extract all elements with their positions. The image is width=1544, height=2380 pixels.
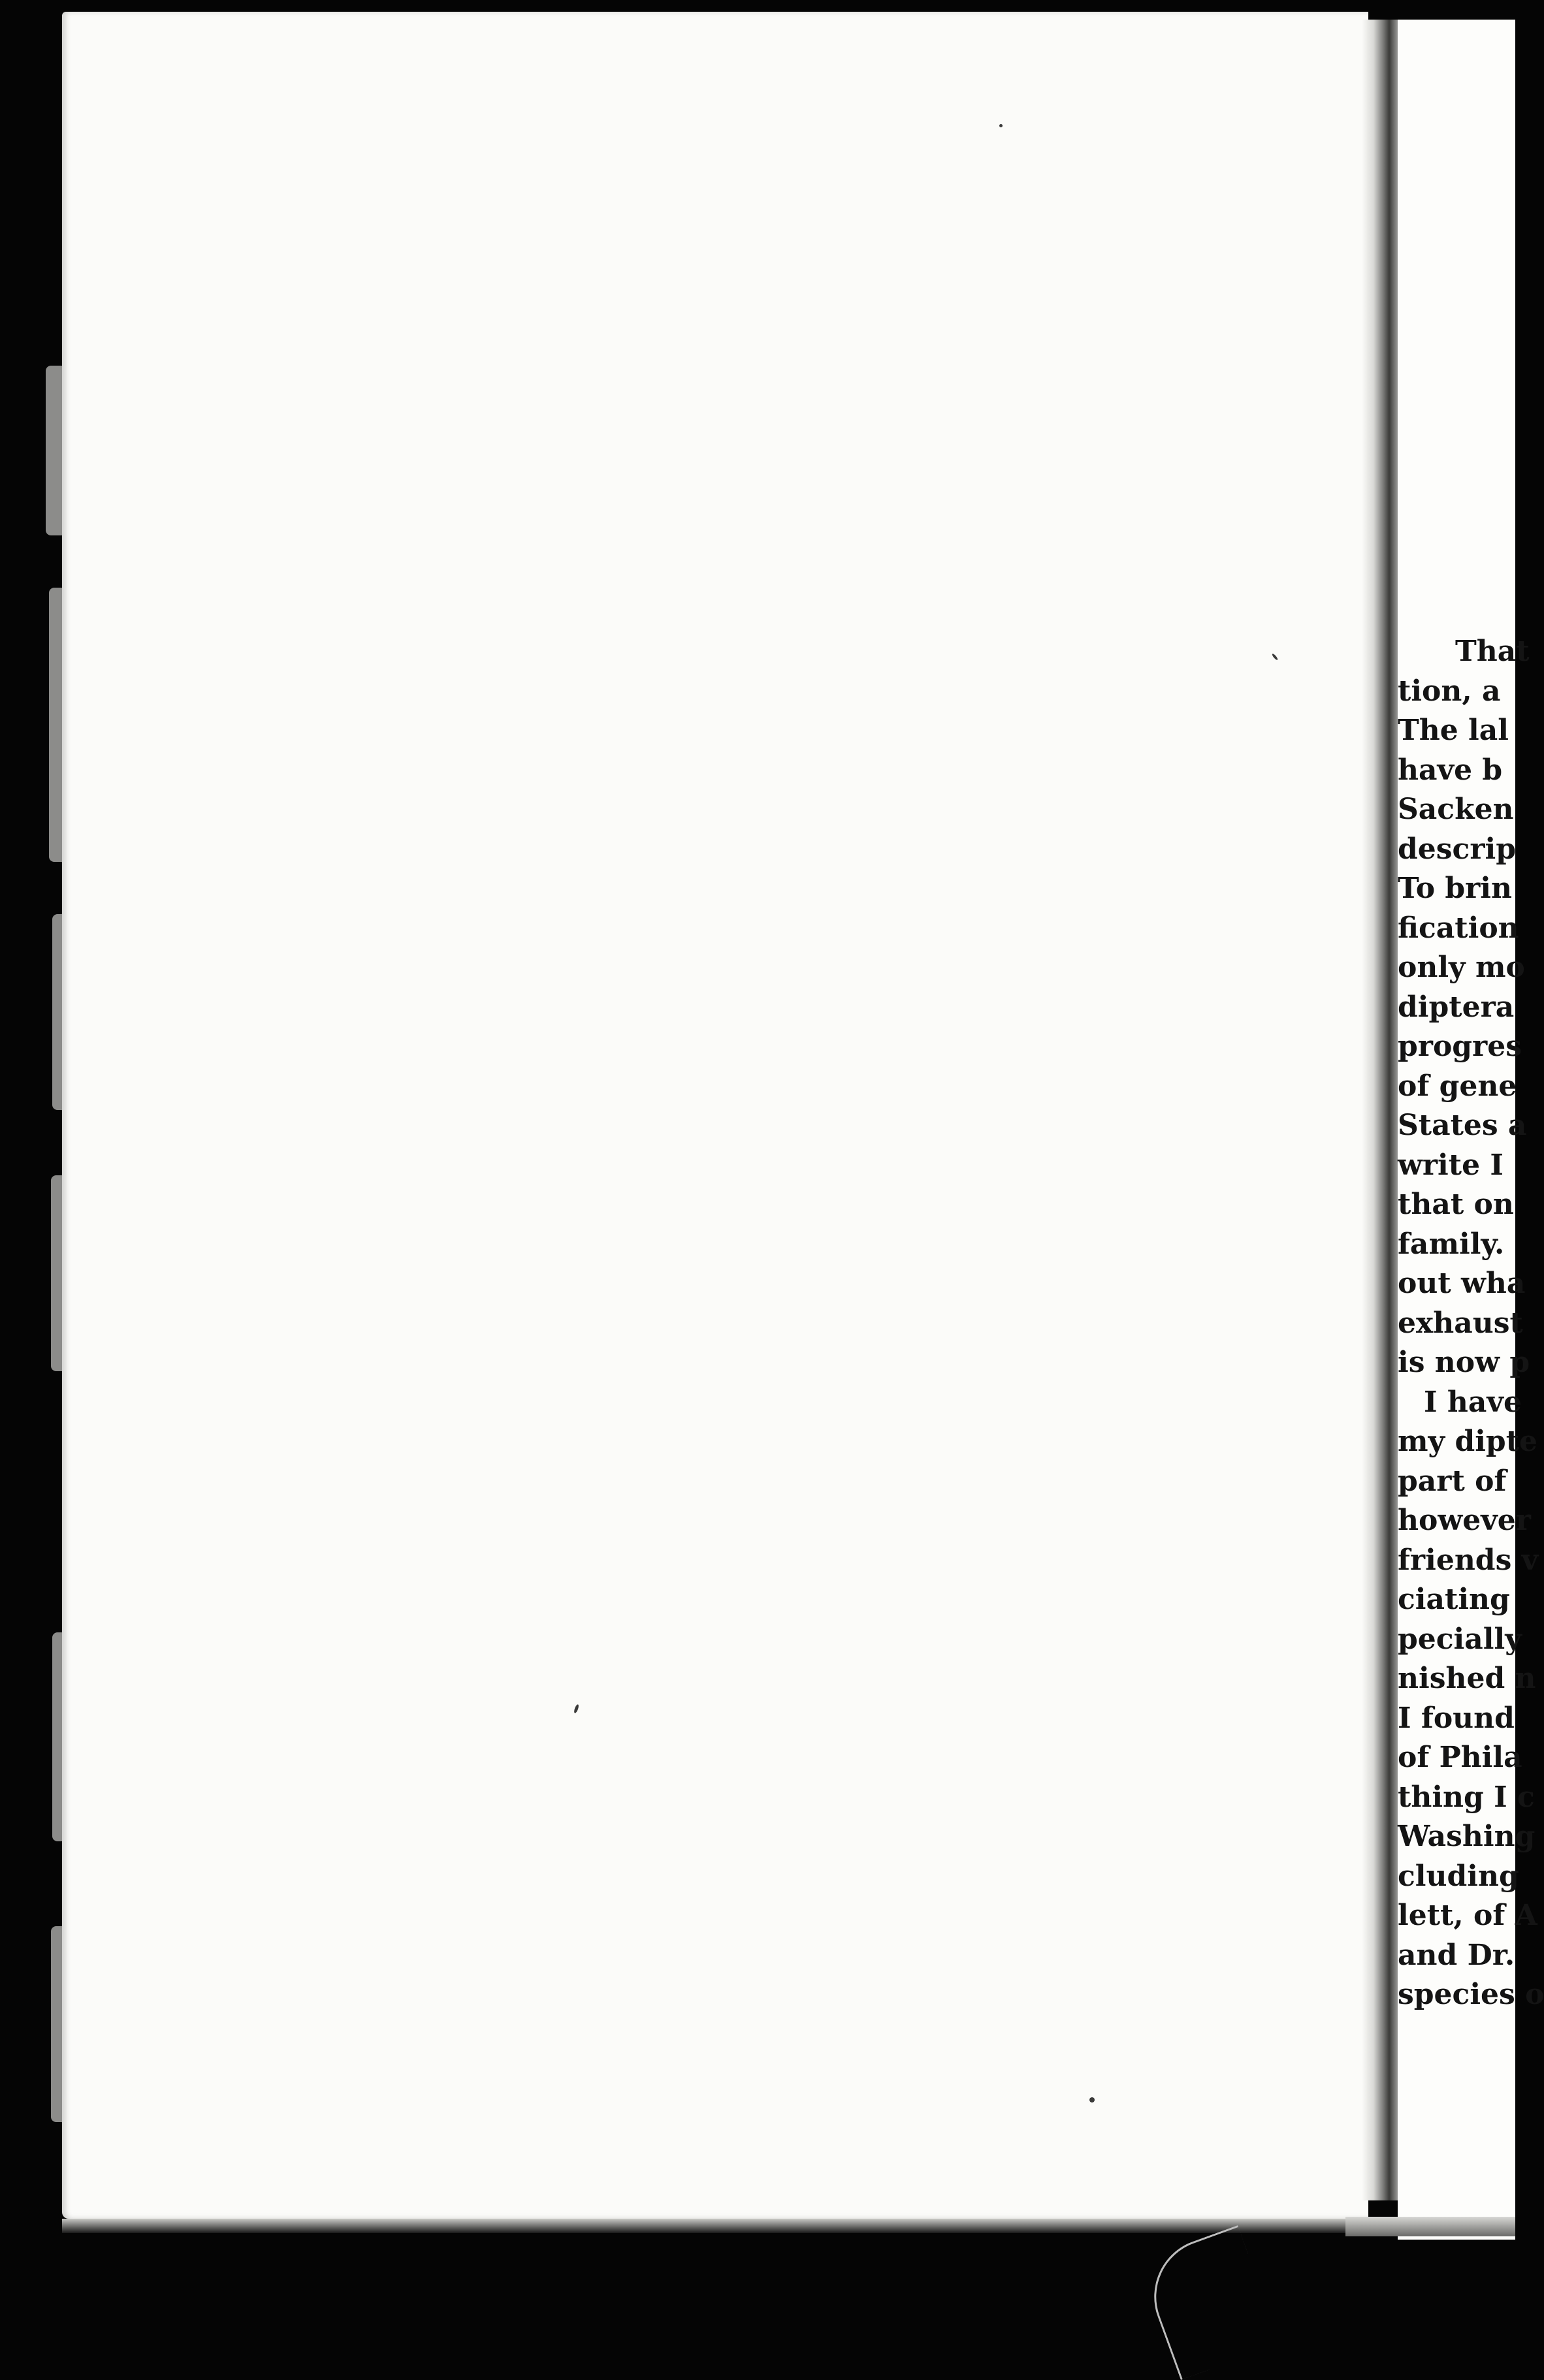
- text-line: nished n: [1398, 1662, 1536, 1695]
- text-line: The lal: [1398, 714, 1509, 747]
- text-line: tion, a: [1398, 674, 1501, 708]
- text-line: pecially: [1398, 1622, 1522, 1656]
- text-line: have b: [1398, 753, 1503, 787]
- text-line: friends v: [1398, 1543, 1539, 1577]
- blank-left-page: [62, 12, 1368, 2219]
- text-line: Sacken: [1398, 793, 1514, 826]
- text-line: exhaust: [1398, 1306, 1523, 1340]
- text-line: diptera: [1398, 990, 1515, 1024]
- text-line: write I: [1398, 1148, 1504, 1182]
- text-line: descrip: [1398, 832, 1516, 866]
- text-line: and Dr.: [1398, 1938, 1515, 1972]
- text-line: I found: [1398, 1701, 1515, 1735]
- text-line: I have: [1424, 1385, 1522, 1419]
- text-line: cluding: [1398, 1859, 1519, 1893]
- text-line: my dipte: [1398, 1425, 1538, 1458]
- text-line: That: [1455, 635, 1530, 668]
- text-line: is now p: [1398, 1346, 1530, 1379]
- text-line: only mo: [1398, 951, 1525, 984]
- text-line: out wha: [1398, 1267, 1526, 1300]
- text-line: however: [1398, 1504, 1531, 1537]
- text-line: part of: [1398, 1464, 1507, 1498]
- right-page-text: [1398, 632, 1544, 2015]
- ribbon-curl: [1138, 2225, 1281, 2380]
- text-line: Washing: [1398, 1820, 1536, 1853]
- text-line: progres: [1398, 1030, 1522, 1063]
- right-page-bottom-edge: [1345, 2217, 1515, 2236]
- text-line: species o: [1398, 1978, 1544, 2011]
- text-line: that on: [1398, 1188, 1514, 1221]
- text-line: of gene: [1398, 1069, 1517, 1103]
- text-line: lett, of A: [1398, 1899, 1537, 1932]
- text-line: ciating: [1398, 1583, 1510, 1616]
- page-bottom-edge: [62, 2219, 1515, 2233]
- paper-speck: [999, 124, 1003, 127]
- text-line: thing I c: [1398, 1780, 1535, 1814]
- text-line: To brin: [1398, 872, 1513, 905]
- book-gutter: [1362, 20, 1401, 2200]
- text-line: States a: [1398, 1109, 1527, 1142]
- paper-speck: [1089, 2097, 1095, 2102]
- text-line: of Phila: [1398, 1741, 1522, 1774]
- text-line: family.: [1398, 1227, 1505, 1261]
- text-line: fication: [1398, 911, 1519, 945]
